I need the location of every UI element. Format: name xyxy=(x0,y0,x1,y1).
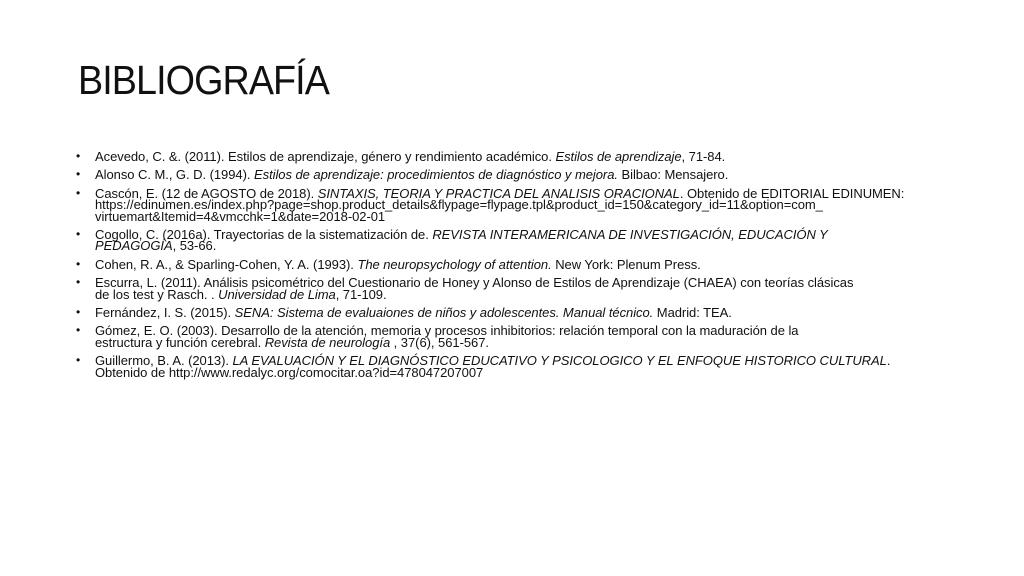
bullet-icon: • xyxy=(76,149,81,163)
reference-text-segment: . Obtenido de http://www.redalyc.org/comocitar.oa?id=478047207007 xyxy=(95,353,891,380)
reference-source-title: Universidad de Lima xyxy=(218,286,336,302)
bullet-icon: • xyxy=(76,185,81,200)
reference-text-segment: Acevedo, C. &. (2011). Estilos de aprendizaje, género y rendimiento académico. xyxy=(95,149,556,164)
reference-text xyxy=(95,323,798,349)
slide-title: BIBLIOGRAFÍA xyxy=(78,57,329,103)
reference-text xyxy=(95,149,725,164)
reference-text-segment: , 53-66. xyxy=(172,238,217,254)
reference-text-segment: Cascón, E. (12 de AGOSTO de 2018). xyxy=(95,185,318,201)
reference-text-segment: Guillermo, B. A. (2013). xyxy=(95,353,233,369)
reference-item xyxy=(76,167,956,183)
reference-text xyxy=(95,257,701,272)
reference-text-segment: , 71-109. xyxy=(335,286,387,302)
reference-text xyxy=(95,186,904,224)
reference-text xyxy=(95,167,728,182)
bullet-icon: • xyxy=(76,167,81,182)
bullet-icon: • xyxy=(76,305,81,320)
reference-source-title: SENA: Sistema de evaluaiones de niños y adolescentes. Manual técnico. xyxy=(234,305,654,321)
reference-text xyxy=(95,353,890,379)
bullet-icon: • xyxy=(76,323,81,338)
reference-source-title: REVISTA INTERAMERICANA DE INVESTIGACIÓN, EDUCACIÓN Y PEDAGOGÍA xyxy=(95,227,828,254)
reference-text-segment: Fernández, I. S. (2015). xyxy=(95,305,235,321)
reference-item xyxy=(76,277,956,300)
bullet-icon: • xyxy=(76,227,81,242)
reference-text-segment: Bilbao: Mensajero. xyxy=(617,167,729,183)
bullet-icon: • xyxy=(76,256,81,271)
reference-source-title: Estilos de aprendizaje xyxy=(555,149,682,164)
bullet-icon: • xyxy=(76,353,81,368)
reference-text-segment: New York: Plenum Press. xyxy=(551,256,701,272)
reference-text-segment: , 37(6), 561-567. xyxy=(390,334,489,350)
reference-item xyxy=(76,325,956,348)
reference-text-segment: Alonso C. M., G. D. (1994). xyxy=(95,167,254,183)
reference-source-title: Estilos de aprendizaje: procedimientos de diagnóstico y mejora. xyxy=(254,167,618,183)
reference-item xyxy=(76,305,956,321)
reference-text-segment: Madrid: TEA. xyxy=(653,305,732,321)
reference-text-segment: , 71-84. xyxy=(681,149,726,164)
reference-text-segment: Cogollo, C. (2016a). Trayectorias de la sistematización de. xyxy=(95,227,433,243)
reference-item xyxy=(76,256,956,272)
reference-source-title: SINTAXIS, TEORIA Y PRACTICA DEL ANALISIS ORACIONAL xyxy=(317,185,680,201)
reference-text-segment: Cohen, R. A., & Sparling-Cohen, Y. A. (1993). xyxy=(95,256,358,272)
reference-text-segment: . Obtenido de EDITORIAL EDINUMEN: https://edinumen.es/index.php?page=shop.product_details&flypage=flypage.tpl&product_id=150&category_id=11&option=com_ virtuemart&Itemid=4&vmcchk=1&date=2018-02-01 xyxy=(95,185,905,224)
reference-text xyxy=(95,275,853,301)
reference-text-segment: Gómez, E. O. (2003). Desarrollo de la atención, memoria y procesos inhibitorios: relación temporal con la maduración de la estructura y función cerebral. xyxy=(95,323,799,350)
reference-source-title: The neuropsychology of attention. xyxy=(357,256,552,272)
reference-text-segment: Escurra, L. (2011). Análisis psicométrico del Cuestionario de Honey y Alonso de Estilos de Aprendizaje (CHAEA) con teorías clásicas de los test y Rasch. . xyxy=(95,275,854,302)
reference-item xyxy=(76,151,956,162)
reference-text xyxy=(95,305,732,320)
reference-source-title: LA EVALUACIÓN Y EL DIAGNÓSTICO EDUCATIVO Y PSICOLOGICO Y EL ENFOQUE HISTORICO CULTURAL xyxy=(232,353,887,369)
reference-item xyxy=(76,355,956,378)
reference-list xyxy=(76,151,956,385)
bullet-icon: • xyxy=(76,275,81,290)
reference-text xyxy=(95,227,828,253)
reference-source-title: Revista de neurología xyxy=(264,334,391,350)
reference-item xyxy=(76,229,956,252)
reference-item xyxy=(76,185,956,224)
